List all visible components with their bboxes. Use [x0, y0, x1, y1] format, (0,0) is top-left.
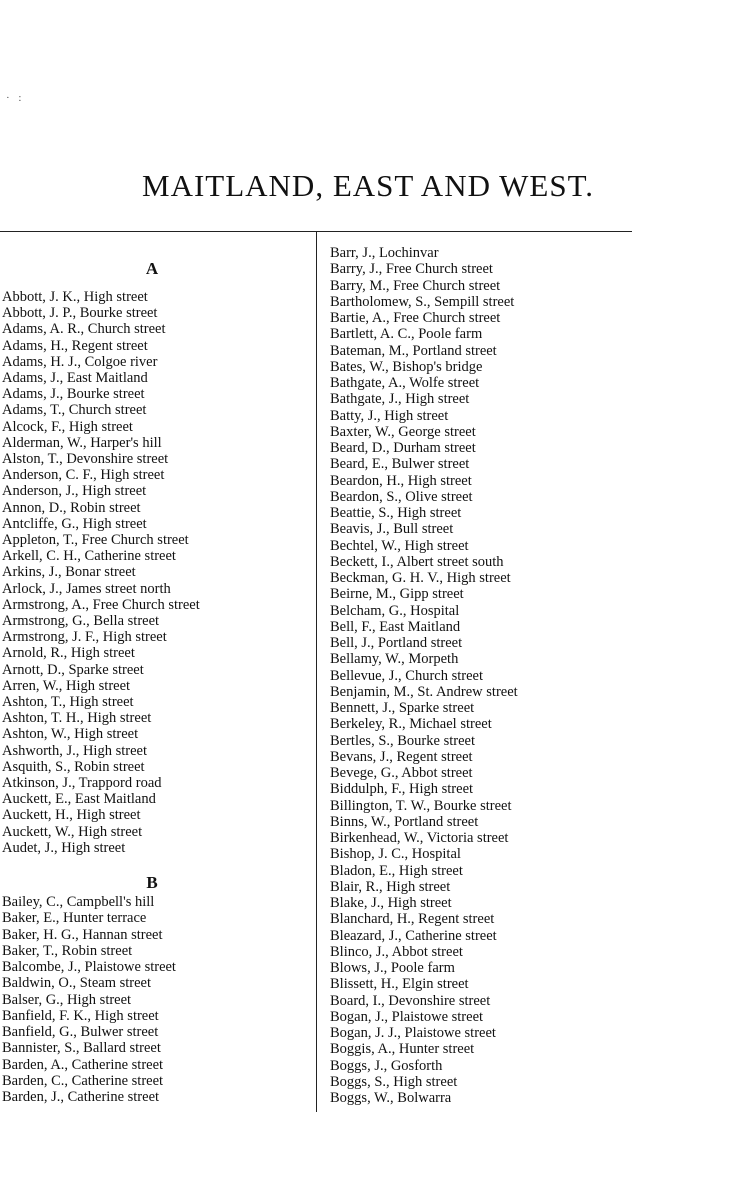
directory-entry: Arkell, C. H., Catherine street [2, 548, 176, 565]
directory-entry: Ashton, T. H., High street [2, 710, 152, 727]
directory-entry: Bevege, G., Abbot street [330, 765, 473, 781]
directory-entry: Biddulph, F., High street [330, 781, 474, 798]
directory-entry: Bertles, S., Bourke street [330, 732, 475, 749]
directory-entry: Beckman, G. H. V., High street [330, 570, 511, 586]
directory-entry: Adams, J., Bourke street [2, 386, 145, 403]
directory-entry: Boggs, W., Bolwarra [330, 1090, 452, 1106]
directory-entry: Barr, J., Lochinvar [330, 245, 439, 261]
directory-entry: Binns, W., Portland street [330, 813, 479, 830]
directory-entry: Beavis, J., Bull street [330, 521, 454, 538]
directory-entry: Bishop, J. C., Hospital [330, 846, 461, 863]
directory-entry: Baker, H. G., Hannan street [2, 926, 163, 943]
directory-entry: Boggs, S., High street [330, 1073, 458, 1090]
directory-entry: Board, I., Devonshire street [330, 992, 491, 1009]
directory-entry: Blinco, J., Abbot street [330, 943, 463, 960]
directory-entry: Armstrong, A., Free Church street [2, 596, 200, 613]
directory-entry: Balcombe, J., Plaistowe street [2, 959, 176, 975]
directory-entry: Arnold, R., High street [2, 645, 135, 662]
margin-marks: · : [6, 92, 25, 104]
directory-entry: Bleazard, J., Catherine street [330, 927, 497, 944]
directory-entry: Bates, W., Bishop's bridge [330, 358, 483, 375]
directory-entry: Armstrong, J. F., High street [2, 629, 167, 646]
directory-entry: Audet, J., High street [2, 839, 126, 856]
directory-entry: Bartholomew, S., Sempill street [330, 293, 515, 310]
section-letter-a: A [145, 259, 159, 278]
directory-entry: Bogan, J., Plaistowe street [330, 1008, 484, 1025]
directory-entry: Bateman, M., Portland street [330, 342, 497, 359]
directory-entry: Belcham, G., Hospital [330, 602, 460, 619]
directory-entry: Auckett, W., High street [2, 823, 143, 840]
directory-entry: Appleton, T., Free Church street [2, 532, 189, 548]
directory-entry: Ashton, T., High street [2, 694, 134, 710]
directory-entry: Adams, T., Church street [2, 402, 147, 419]
directory-entry: Alston, T., Devonshire street [2, 451, 169, 467]
directory-entry: Asquith, S., Robin street [2, 758, 145, 775]
directory-entry: Billington, T. W., Bourke street [330, 797, 512, 814]
directory-entry: Boggs, J., Gosforth [330, 1057, 443, 1074]
directory-entry: Bailey, C., Campbell's hill [2, 894, 155, 910]
directory-entry: Barden, C., Catherine street [2, 1072, 164, 1089]
directory-entry: Armstrong, G., Bella street [2, 613, 160, 629]
directory-entry: Ashworth, J., High street [2, 742, 147, 759]
directory-entry: Anderson, C. F., High street [2, 467, 165, 484]
directory-entry: Bennett, J., Sparke street [330, 700, 475, 716]
directory-entry: Arnott, D., Sparke street [2, 661, 144, 678]
directory-entry: Barden, J., Catherine street [2, 1089, 160, 1105]
directory-entry: Barry, J., Free Church street [330, 261, 493, 278]
directory-entry: Alderman, W., Harper's hill [2, 434, 162, 451]
directory-entry: Arkins, J., Bonar street [2, 564, 136, 581]
directory-entry: Arlock, J., James street north [2, 580, 171, 597]
page-title: MAITLAND, EAST AND WEST. [142, 168, 594, 203]
directory-entry: Baker, T., Robin street [2, 942, 133, 959]
directory-entry: Bechtel, W., High street [330, 537, 469, 554]
directory-entry: Bannister, S., Ballard street [2, 1040, 161, 1057]
directory-entry: Adams, J., East Maitland [2, 370, 148, 386]
directory-entry: Baldwin, O., Steam street [2, 975, 152, 992]
directory-entry: Beardon, S., Olive street [330, 488, 473, 505]
directory-entry: Bevans, J., Regent street [330, 748, 473, 765]
section-letter-b: B [146, 873, 158, 892]
directory-entry: Banfield, F. K., High street [2, 1007, 159, 1024]
directory-entry: Abbott, J. K., High street [2, 289, 148, 305]
directory-entry: Annon, D., Robin street [2, 499, 141, 516]
directory-entry: Beard, E., Bulwer street [330, 456, 470, 473]
directory-entry: Blair, R., High street [330, 878, 451, 895]
directory-entry: Blanchard, H., Regent street [330, 911, 495, 928]
directory-entry: Auckett, H., High street [2, 807, 141, 824]
directory-entry: Auckett, E., East Maitland [2, 791, 156, 808]
directory-entry: Beckett, I., Albert street south [330, 553, 504, 570]
directory-entry: Barden, A., Catherine street [2, 1056, 164, 1073]
directory-entry: Bathgate, J., High street [330, 391, 470, 408]
directory-entry: Bathgate, A., Wolfe street [330, 375, 480, 391]
directory-entry: Blissett, H., Elgin street [330, 976, 469, 993]
directory-entry: Balser, G., High street [2, 991, 132, 1008]
directory-entry: Bell, F., East Maitland [330, 618, 461, 635]
directory-entry: Barry, M., Free Church street [330, 277, 501, 294]
directory-entry: Berkeley, R., Michael street [330, 716, 492, 733]
directory-entry: Anderson, J., High street [2, 483, 147, 500]
directory-entry: Arren, W., High street [2, 677, 131, 694]
directory-entry: Blows, J., Poole farm [330, 960, 455, 976]
directory-entry: Bellamy, W., Morpeth [330, 651, 459, 668]
directory-entry: Antcliffe, G., High street [2, 515, 147, 532]
directory-entry: Atkinson, J., Trappord road [2, 775, 162, 791]
directory-entry: Beardon, H., High street [330, 472, 472, 489]
directory-entry: Beard, D., Durham street [330, 440, 476, 456]
directory-entry: Bellevue, J., Church street [330, 667, 484, 684]
directory-entry: Batty, J., High street [330, 407, 449, 424]
directory-entry: Abbott, J. P., Bourke street [2, 305, 158, 322]
directory-entry: Boggis, A., Hunter street [330, 1041, 475, 1058]
directory-entry: Blake, J., High street [330, 895, 452, 911]
directory-entry: Baker, E., Hunter terrace [2, 910, 147, 927]
directory-entry: Benjamin, M., St. Andrew street [330, 683, 518, 700]
directory-entry: Alcock, F., High street [2, 418, 133, 435]
directory-entry: Ashton, W., High street [2, 726, 139, 743]
directory-entry: Bartie, A., Free Church street [330, 310, 501, 326]
directory-entry: Beirne, M., Gipp street [330, 586, 464, 603]
directory-entry: Adams, H., Regent street [2, 337, 148, 354]
directory-entry: Adams, H. J., Colgoe river [2, 353, 158, 370]
directory-entry: Bartlett, A. C., Poole farm [330, 326, 483, 343]
directory-entry: Banfield, G., Bulwer street [2, 1024, 159, 1040]
directory-entry: Beattie, S., High street [330, 505, 462, 521]
directory-entry: Baxter, W., George street [330, 423, 476, 440]
directory-entry: Birkenhead, W., Victoria street [330, 830, 509, 846]
directory-entry: Bogan, J. J., Plaistowe street [330, 1025, 496, 1041]
directory-entry: Bell, J., Portland street [330, 635, 463, 651]
directory-entry: Bladon, E., High street [330, 862, 463, 879]
column-divider [316, 232, 317, 1112]
directory-entry: Adams, A. R., Church street [2, 321, 166, 338]
